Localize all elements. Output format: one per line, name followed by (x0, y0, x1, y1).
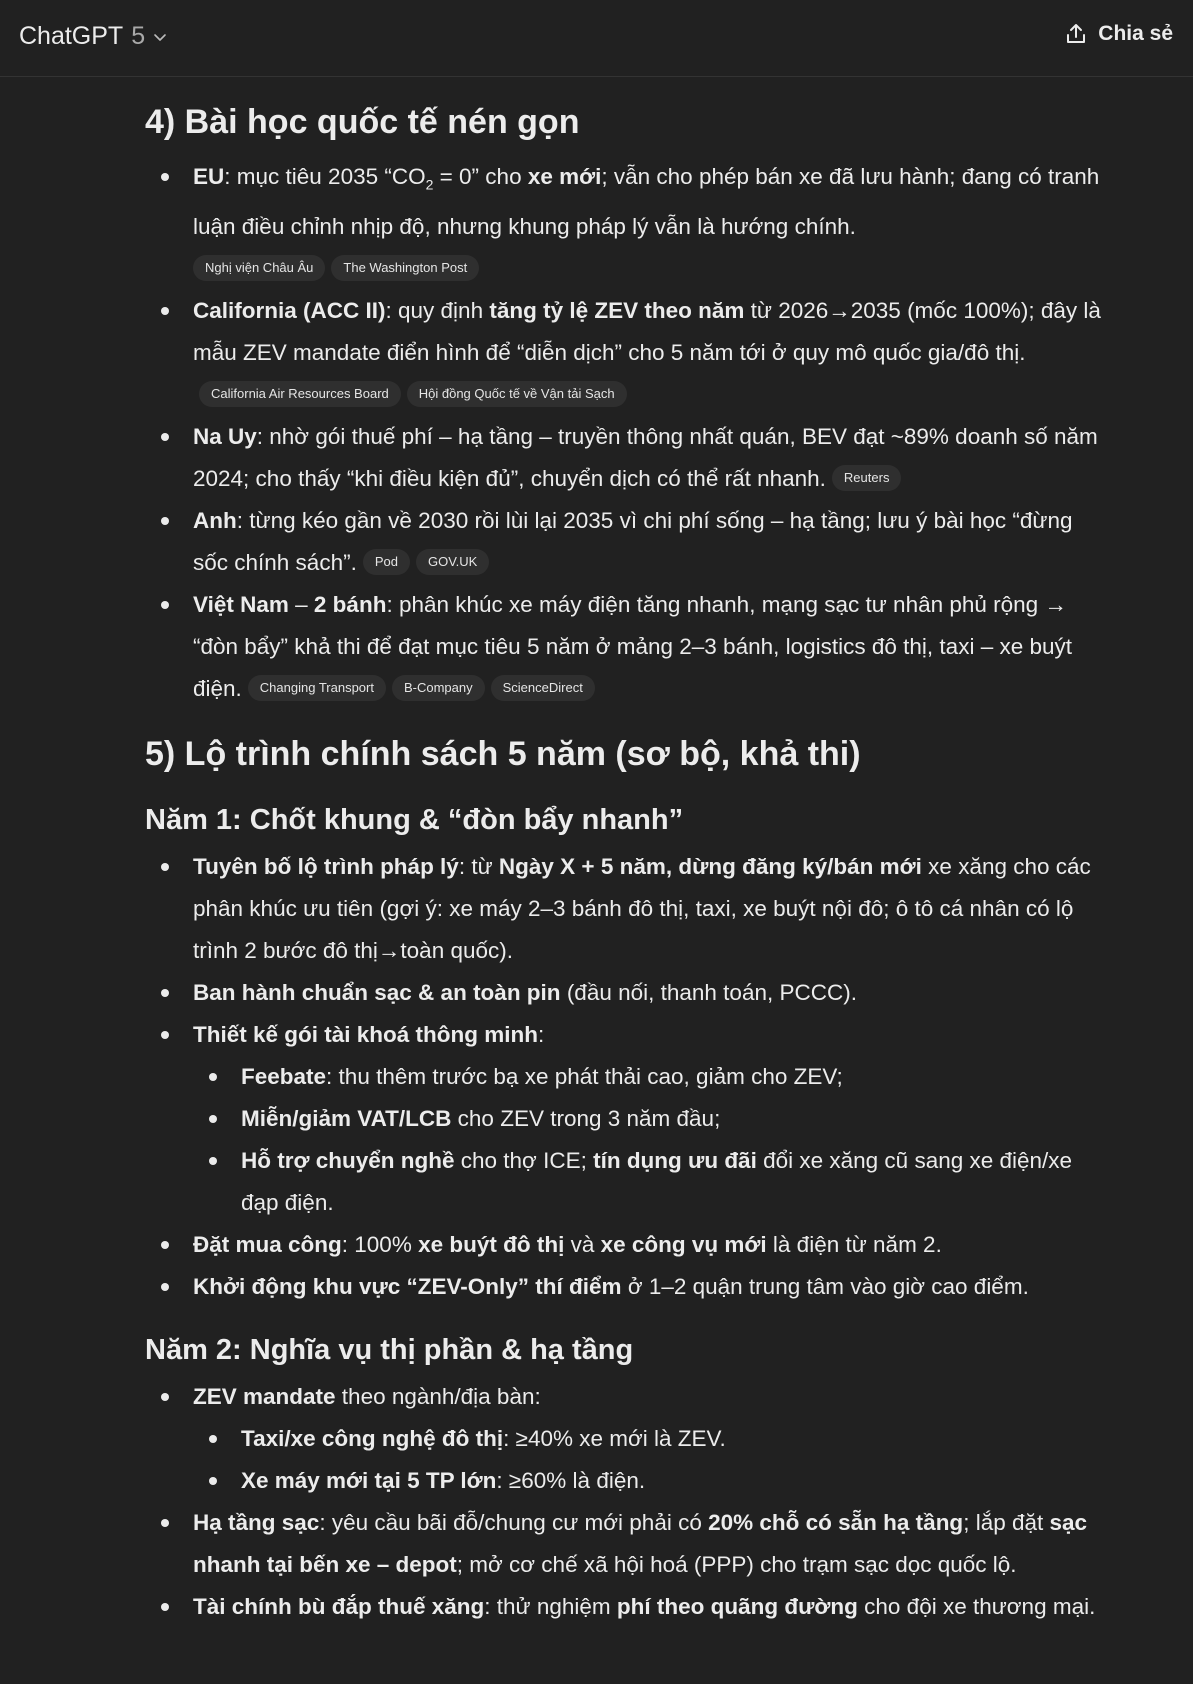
section-4-list (145, 156, 1105, 710)
list-item: Taxi/xe công nghệ đô thị: ≥40% xe mới là ZEV. (193, 1418, 1105, 1460)
year-2-sublist (193, 1418, 1105, 1502)
share-label: Chia sẻ (1098, 22, 1173, 45)
list-item: California (ACC II): quy định tăng tỷ lệ ZEV theo năm từ 2026→2035 (mốc 100%); đây là mẫu ZEV mandate điển hình để “diễn dịch” cho 5 năm tới ở quy mô quốc gia/đô thị.California Air Resources Board Hội đồng Quốc tế về Vận tải Sạch (145, 290, 1105, 416)
list-item: Hỗ trợ chuyển nghề cho thợ ICE; tín dụng ưu đãi đổi xe xăng cũ sang xe điện/xe đạp điện. (193, 1140, 1105, 1224)
year-2-list (145, 1376, 1105, 1418)
list-item: Hạ tầng sạc: yêu cầu bãi đỗ/chung cư mới phải có 20% chỗ có sẵn hạ tầng; lắp đặt sạc nhanh tại bến xe – depot; mở cơ chế xã hội hoá (PPP) cho trạm sạc dọc quốc lộ. (145, 1502, 1105, 1586)
list-item: Ban hành chuẩn sạc & an toàn pin (đầu nối, thanh toán, PCCC). (145, 972, 1105, 1014)
year-2-heading: Năm 2: Nghĩa vụ thị phần & hạ tầng (145, 1333, 634, 1366)
list-item: Anh: từng kéo gần về 2030 rồi lùi lại 2035 vì chi phí sống – hạ tầng; lưu ý bài học “đừng sốc chính sách”. Pod GOV.UK (145, 500, 1105, 584)
list-item: Thiết kế gói tài khoá thông minh: (145, 1014, 1105, 1056)
list-item: Xe máy mới tại 5 TP lớn: ≥60% là điện. (193, 1460, 1105, 1502)
model-version: 5 (131, 22, 146, 50)
list-item: ZEV mandate theo ngành/địa bàn: (145, 1376, 1105, 1418)
year-1-list (145, 846, 1105, 1056)
year-2-list-cont (145, 1502, 1105, 1628)
share-icon (1064, 22, 1088, 46)
section-5-heading: 5) Lộ trình chính sách 5 năm (sơ bộ, khả thi) (145, 734, 861, 773)
year-1-list-cont (145, 1224, 1105, 1308)
section-4-heading: 4) Bài học quốc tế nén gọn (145, 103, 580, 141)
source-chip[interactable]: Reuters (832, 465, 902, 491)
year-1-sublist (193, 1056, 1105, 1224)
source-chip[interactable]: The Washington Post (331, 255, 479, 281)
source-chip[interactable]: Changing Transport (248, 675, 386, 701)
share-button[interactable] (1064, 22, 1173, 46)
list-item: Miễn/giảm VAT/LCB cho ZEV trong 3 năm đầu; (193, 1098, 1105, 1140)
source-chip[interactable]: B-Company (392, 675, 485, 701)
chevron-down-icon (153, 30, 167, 44)
list-item: Tuyên bố lộ trình pháp lý: từ Ngày X + 5 năm, dừng đăng ký/bán mới xe xăng cho các phân khúc ưu tiên (gợi ý: xe máy 2–3 bánh đô thị, taxi, xe buýt nội đô; ô tô cá nhân có lộ trình 2 bước đô thị→toàn quốc). (145, 846, 1105, 972)
source-chip[interactable]: ScienceDirect (491, 675, 595, 701)
list-item: Tài chính bù đắp thuế xăng: thử nghiệm phí theo quãng đường cho đội xe thương mại. (145, 1586, 1105, 1628)
list-item: Na Uy: nhờ gói thuế phí – hạ tầng – truyền thông nhất quán, BEV đạt ~89% doanh số năm 2024; cho thấy “khi điều kiện đủ”, chuyển dịch có thể rất nhanh. Reuters (145, 416, 1105, 500)
year-1-heading: Năm 1: Chốt khung & “đòn bẩy nhanh” (145, 803, 684, 836)
source-chip[interactable]: Pod (363, 549, 410, 575)
model-name: ChatGPT (19, 22, 124, 50)
top-bar (0, 0, 1193, 77)
list-item: Feebate: thu thêm trước bạ xe phát thải cao, giảm cho ZEV; (193, 1056, 1105, 1098)
source-chip[interactable]: Hội đồng Quốc tế về Vận tải Sạch (407, 381, 627, 407)
list-item: Đặt mua công: 100% xe buýt đô thị và xe công vụ mới là điện từ năm 2. (145, 1224, 1105, 1266)
source-chip[interactable]: GOV.UK (416, 549, 489, 575)
list-item: Việt Nam – 2 bánh: phân khúc xe máy điện tăng nhanh, mạng sạc tư nhân phủ rộng → “đòn bẩy” khả thi để đạt mục tiêu 5 năm ở mảng 2–3 bánh, logistics đô thị, taxi – xe buýt điện. Changing Transport B-Company ScienceDirect (145, 584, 1105, 710)
list-item: EU: mục tiêu 2035 “$CO_2 = 0$” cho xe mới; vẫn cho phép bán xe đã lưu hành; đang có tranh luận điều chỉnh nhịp độ, nhưng khung pháp lý vẫn là hướng chính. Nghị viện Châu Âu The Washington Post (145, 156, 1105, 290)
list-item: Khởi động khu vực “ZEV-Only” thí điểm ở 1–2 quận trung tâm vào giờ cao điểm. (145, 1266, 1105, 1308)
message-content (145, 78, 1105, 1628)
model-selector[interactable] (19, 22, 167, 51)
source-chip[interactable]: Nghị viện Châu Âu (193, 255, 325, 281)
source-chip[interactable]: California Air Resources Board (199, 381, 401, 407)
